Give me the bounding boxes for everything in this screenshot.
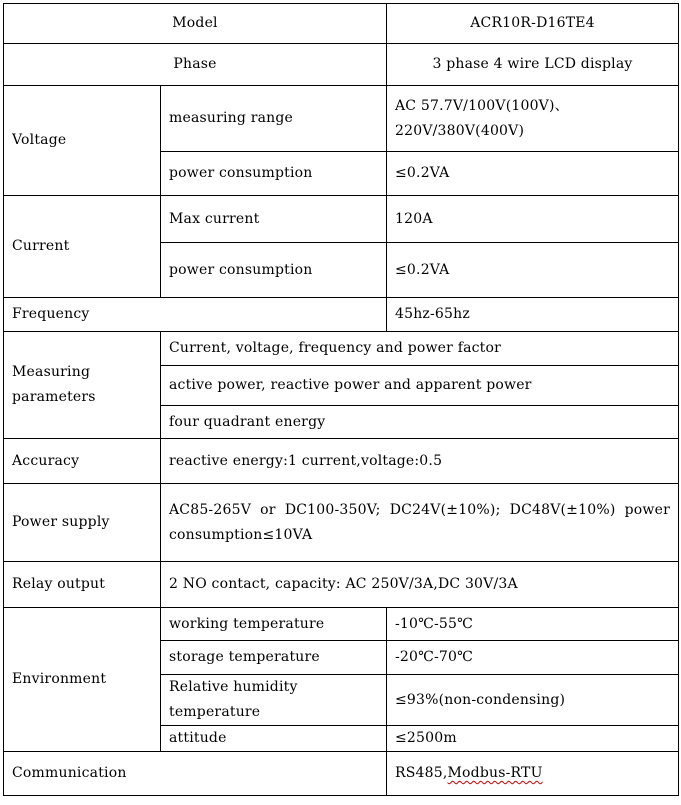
- voltage-range-label: measuring range: [161, 86, 387, 152]
- env-altitude-value: ≤2500m: [387, 726, 679, 752]
- voltage-range-value: AC 57.7V/100V(100V)、220V/380V(400V): [387, 86, 679, 152]
- row-relay: [4, 562, 679, 608]
- row-measuring-1: [4, 332, 679, 366]
- phase-label: Phase: [4, 44, 387, 86]
- current-label: Current: [4, 196, 161, 298]
- accuracy-value: reactive energy:1 current,voltage:0.5: [161, 439, 679, 484]
- model-label: Model: [4, 4, 387, 44]
- measuring-item: four quadrant energy: [161, 406, 679, 439]
- communication-prefix: RS485,: [395, 765, 448, 781]
- communication-label: Communication: [4, 752, 387, 796]
- row-env-working: [4, 608, 679, 641]
- env-working-label: working temperature: [161, 608, 387, 641]
- row-phase: [4, 44, 679, 86]
- relay-value: 2 NO contact, capacity: AC 250V/3A,DC 30V/3A: [161, 562, 679, 608]
- row-power-supply: [4, 484, 679, 562]
- row-model: [4, 4, 679, 44]
- measuring-item: active power, reactive power and apparent power: [161, 366, 679, 406]
- env-storage-value: -20℃-70℃: [387, 641, 679, 675]
- accuracy-label: Accuracy: [4, 439, 161, 484]
- frequency-value: 45hz-65hz: [387, 298, 679, 332]
- env-working-value: -10℃-55℃: [387, 608, 679, 641]
- measuring-label: Measuring parameters: [4, 332, 161, 439]
- current-max-label: Max current: [161, 196, 387, 243]
- voltage-consumption-label: power consumption: [161, 152, 387, 196]
- voltage-label: Voltage: [4, 86, 161, 196]
- power-supply-label: Power supply: [4, 484, 161, 562]
- env-humidity-label: Relative humidity temperature: [161, 675, 387, 726]
- communication-value: [387, 752, 679, 796]
- spec-table: [3, 3, 679, 796]
- measuring-item: Current, voltage, frequency and power factor: [161, 332, 679, 366]
- frequency-label: Frequency: [4, 298, 387, 332]
- env-humidity-value: ≤93%(non-condensing): [387, 675, 679, 726]
- model-value: ACR10R-D16TE4: [387, 4, 679, 44]
- current-consumption-value: ≤0.2VA: [387, 243, 679, 298]
- power-supply-value: AC85-265V or DC100-350V; DC24V(±10%); DC48V(±10%) power consumption≤10VA: [161, 484, 679, 562]
- row-current-max: [4, 196, 679, 243]
- env-storage-label: storage temperature: [161, 641, 387, 675]
- current-consumption-label: power consumption: [161, 243, 387, 298]
- environment-label: Environment: [4, 608, 161, 752]
- env-altitude-label: attitude: [161, 726, 387, 752]
- row-accuracy: [4, 439, 679, 484]
- communication-protocol: Modbus-RTU: [447, 765, 543, 781]
- row-communication: [4, 752, 679, 796]
- relay-label: Relay output: [4, 562, 161, 608]
- row-frequency: [4, 298, 679, 332]
- current-max-value: 120A: [387, 196, 679, 243]
- phase-value: 3 phase 4 wire LCD display: [387, 44, 679, 86]
- voltage-consumption-value: ≤0.2VA: [387, 152, 679, 196]
- row-voltage-range: [4, 86, 679, 152]
